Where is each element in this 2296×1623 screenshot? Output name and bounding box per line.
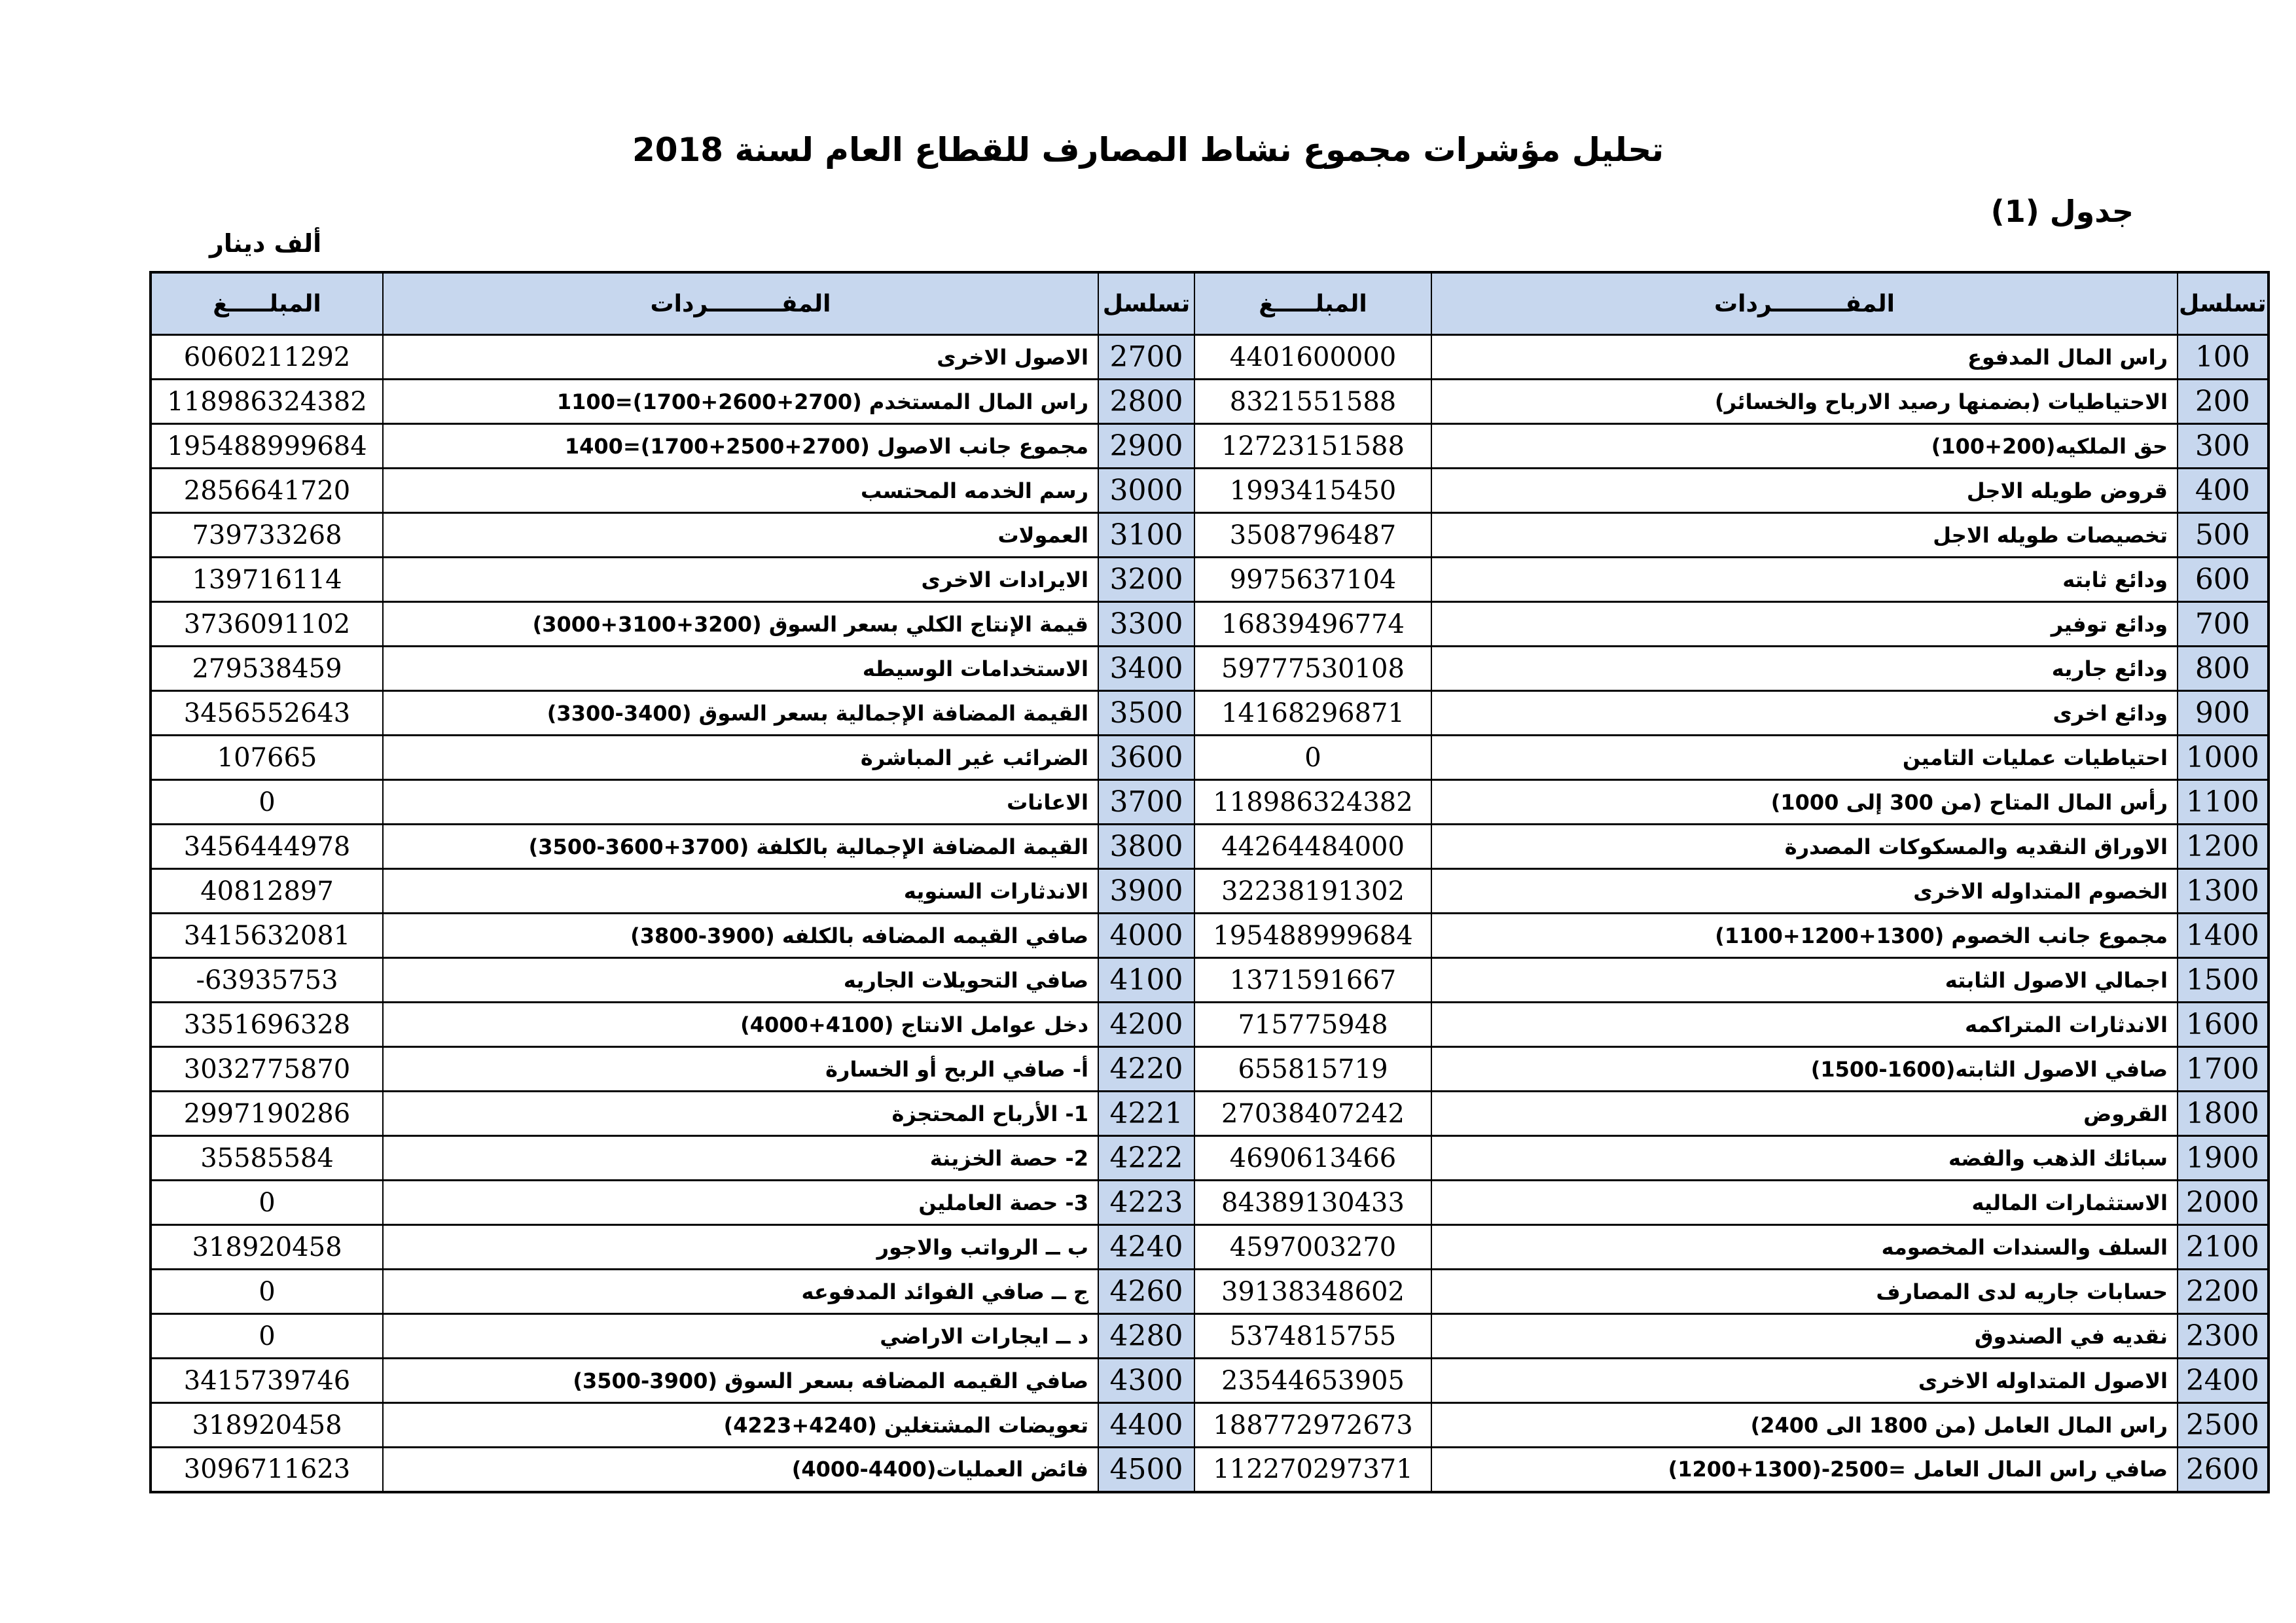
item-cell: صافي راس المال العامل =2500-(1300+1200) [1431, 1448, 2178, 1492]
item-cell: السلف والسندات المخصومه [1431, 1225, 2178, 1270]
amount-cell: 1371591667 [1194, 958, 1431, 1003]
item-cell: قيمة الإنتاج الكلي بسعر السوق (3200+3100+3000) [383, 602, 1098, 647]
item-cell: رسم الخدمه المحتسب [383, 469, 1098, 513]
item-cell: رأس المال المتاح (من 300 إلى 1000) [1431, 780, 2178, 825]
serial-cell: 4000 [1098, 914, 1194, 958]
item-cell: تعويضات المشتغلين (4240+4223) [383, 1403, 1098, 1448]
amount-cell: 107665 [151, 736, 383, 780]
header-items-left: المفـــــــــردات [383, 272, 1098, 335]
serial-cell: 300 [2178, 424, 2269, 469]
serial-cell: 3500 [1098, 691, 1194, 736]
item-cell: صافي التحويلات الجاريه [383, 958, 1098, 1003]
amount-cell: 39138348602 [1194, 1270, 1431, 1314]
serial-cell: 700 [2178, 602, 2269, 647]
amount-cell: 12723151588 [1194, 424, 1431, 469]
amount-cell: 27038407242 [1194, 1092, 1431, 1136]
unit-label: ألف دينار [209, 229, 322, 258]
item-cell: ب ــ الرواتب والاجور [383, 1225, 1098, 1270]
serial-cell: 4260 [1098, 1270, 1194, 1314]
item-cell: نقديه في الصندوق [1431, 1314, 2178, 1359]
amount-cell: 6060211292 [151, 335, 383, 380]
serial-cell: 4221 [1098, 1092, 1194, 1136]
serial-cell: 2500 [2178, 1403, 2269, 1448]
amount-cell: 0 [151, 1314, 383, 1359]
table-row [151, 380, 2269, 424]
serial-cell: 1100 [2178, 780, 2269, 825]
item-cell: الاصول الاخرى [383, 335, 1098, 380]
amount-cell: 0 [151, 780, 383, 825]
table-header [151, 272, 2269, 335]
amount-cell: 195488999684 [1194, 914, 1431, 958]
item-cell: تخصيصات طويله الاجل [1431, 513, 2178, 558]
amount-cell: 16839496774 [1194, 602, 1431, 647]
item-cell: اجمالي الاصول الثابته [1431, 958, 2178, 1003]
item-cell: أ- صافي الربح أو الخسارة [383, 1047, 1098, 1092]
serial-cell: 2700 [1098, 335, 1194, 380]
serial-cell: 4400 [1098, 1403, 1194, 1448]
serial-cell: 2600 [2178, 1448, 2269, 1492]
table-row [151, 1359, 2269, 1403]
serial-cell: 4223 [1098, 1181, 1194, 1225]
item-cell: الضرائب غير المباشرة [383, 736, 1098, 780]
serial-cell: 400 [2178, 469, 2269, 513]
item-cell: 3- حصة العاملين [383, 1181, 1098, 1225]
amount-cell: -63935753 [151, 958, 383, 1003]
amount-cell: 118986324382 [151, 380, 383, 424]
serial-cell: 600 [2178, 558, 2269, 602]
table-row [151, 825, 2269, 869]
serial-cell: 4100 [1098, 958, 1194, 1003]
item-cell: دخل عوامل الانتاج (4100+4000) [383, 1003, 1098, 1047]
amount-cell: 1993415450 [1194, 469, 1431, 513]
table-row [151, 914, 2269, 958]
item-cell: مجموع جانب الاصول (2700+2500+1700)=1400 [383, 424, 1098, 469]
banking-indicators-table [149, 271, 2270, 1493]
amount-cell: 3456552643 [151, 691, 383, 736]
table-row [151, 1047, 2269, 1092]
amount-cell: 188772972673 [1194, 1403, 1431, 1448]
header-amount-left: المبلـــــغ [151, 272, 383, 335]
serial-cell: 3300 [1098, 602, 1194, 647]
serial-cell: 2200 [2178, 1270, 2269, 1314]
serial-cell: 1300 [2178, 869, 2269, 914]
serial-cell: 2400 [2178, 1359, 2269, 1403]
table-row [151, 558, 2269, 602]
item-cell: مجموع جانب الخصوم (1300+1200+1100) [1431, 914, 2178, 958]
amount-cell: 139716114 [151, 558, 383, 602]
table-row [151, 1225, 2269, 1270]
table-row [151, 647, 2269, 691]
amount-cell: 118986324382 [1194, 780, 1431, 825]
amount-cell: 0 [151, 1181, 383, 1225]
amount-cell: 3096711623 [151, 1448, 383, 1492]
amount-cell: 0 [151, 1270, 383, 1314]
amount-cell: 318920458 [151, 1403, 383, 1448]
serial-cell: 2300 [2178, 1314, 2269, 1359]
serial-cell: 200 [2178, 380, 2269, 424]
serial-cell: 4240 [1098, 1225, 1194, 1270]
item-cell: صافي القيمه المضافه بسعر السوق (3900-3500) [383, 1359, 1098, 1403]
page-title: تحليل مؤشرات مجموع نشاط المصارف للقطاع العام لسنة 2018 [632, 131, 1664, 169]
header-serial-right: تسلسل [2178, 272, 2269, 335]
amount-cell: 3736091102 [151, 602, 383, 647]
item-cell: القيمة المضافة الإجمالية بسعر السوق (3400-3300) [383, 691, 1098, 736]
item-cell: الاوراق النقديه والمسكوكات المصدرة [1431, 825, 2178, 869]
table-row [151, 869, 2269, 914]
header-amount-right: المبلـــــغ [1194, 272, 1431, 335]
serial-cell: 1700 [2178, 1047, 2269, 1092]
amount-cell: 195488999684 [151, 424, 383, 469]
item-cell: ودائع ثابته [1431, 558, 2178, 602]
serial-cell: 3400 [1098, 647, 1194, 691]
table-row [151, 780, 2269, 825]
serial-cell: 1000 [2178, 736, 2269, 780]
item-cell: ودائع اخرى [1431, 691, 2178, 736]
table-row [151, 1003, 2269, 1047]
item-cell: ج ــ صافي الفوائد المدفوعه [383, 1270, 1098, 1314]
header-serial-left: تسلسل [1098, 272, 1194, 335]
amount-cell: 655815719 [1194, 1047, 1431, 1092]
serial-cell: 100 [2178, 335, 2269, 380]
table-row [151, 513, 2269, 558]
amount-cell: 59777530108 [1194, 647, 1431, 691]
amount-cell: 84389130433 [1194, 1181, 1431, 1225]
item-cell: الاندثارات السنويه [383, 869, 1098, 914]
item-cell: العمولات [383, 513, 1098, 558]
item-cell: راس المال المستخدم (2700+2600+1700)=1100 [383, 380, 1098, 424]
table-row [151, 1314, 2269, 1359]
item-cell: الاستخدامات الوسيطه [383, 647, 1098, 691]
item-cell: الاستثمارات الماليه [1431, 1181, 2178, 1225]
serial-cell: 800 [2178, 647, 2269, 691]
serial-cell: 1800 [2178, 1092, 2269, 1136]
serial-cell: 4220 [1098, 1047, 1194, 1092]
amount-cell: 14168296871 [1194, 691, 1431, 736]
table-row [151, 335, 2269, 380]
serial-cell: 3000 [1098, 469, 1194, 513]
item-cell: الاعانات [383, 780, 1098, 825]
item-cell: 1- الأرباح المحتجزة [383, 1092, 1098, 1136]
amount-cell: 739733268 [151, 513, 383, 558]
item-cell: الاحتياطيات (بضمنها رصيد الارباح والخسائر) [1431, 380, 2178, 424]
table-row [151, 1448, 2269, 1492]
serial-cell: 500 [2178, 513, 2269, 558]
item-cell: راس المال المدفوع [1431, 335, 2178, 380]
amount-cell: 279538459 [151, 647, 383, 691]
serial-cell: 2000 [2178, 1181, 2269, 1225]
table-row [151, 1403, 2269, 1448]
serial-cell: 4222 [1098, 1136, 1194, 1181]
item-cell: سبائك الذهب والفضه [1431, 1136, 2178, 1181]
table-caption-label: جدول (1) [1990, 194, 2134, 229]
item-cell: حسابات جاريه لدى المصارف [1431, 1270, 2178, 1314]
amount-cell: 3032775870 [151, 1047, 383, 1092]
serial-cell: 2800 [1098, 380, 1194, 424]
table-row [151, 1136, 2269, 1181]
table-body [151, 335, 2269, 1492]
amount-cell: 5374815755 [1194, 1314, 1431, 1359]
amount-cell: 8321551588 [1194, 380, 1431, 424]
amount-cell: 23544653905 [1194, 1359, 1431, 1403]
item-cell: الاصول المتداوله الاخرى [1431, 1359, 2178, 1403]
amount-cell: 4401600000 [1194, 335, 1431, 380]
serial-cell: 900 [2178, 691, 2269, 736]
table-row [151, 1270, 2269, 1314]
serial-cell: 3200 [1098, 558, 1194, 602]
item-cell: القيمة المضافة الإجمالية بالكلفة (3700+3600-3500) [383, 825, 1098, 869]
amount-cell: 112270297371 [1194, 1448, 1431, 1492]
amount-cell: 2856641720 [151, 469, 383, 513]
amount-cell: 3508796487 [1194, 513, 1431, 558]
serial-cell: 1600 [2178, 1003, 2269, 1047]
item-cell: قروض طويله الاجل [1431, 469, 2178, 513]
serial-cell: 4500 [1098, 1448, 1194, 1492]
header-row [151, 272, 2269, 335]
table-row [151, 1181, 2269, 1225]
serial-cell: 4280 [1098, 1314, 1194, 1359]
item-cell: صافي الاصول الثابته(1600-1500) [1431, 1047, 2178, 1092]
serial-cell: 1900 [2178, 1136, 2269, 1181]
serial-cell: 3800 [1098, 825, 1194, 869]
serial-cell: 3600 [1098, 736, 1194, 780]
serial-cell: 2100 [2178, 1225, 2269, 1270]
item-cell: الخصوم المتداوله الاخرى [1431, 869, 2178, 914]
item-cell: حق الملكيه(200+100) [1431, 424, 2178, 469]
table-row [151, 691, 2269, 736]
header-items-right: المفـــــــــردات [1431, 272, 2178, 335]
serial-cell: 3100 [1098, 513, 1194, 558]
item-cell: ودائع جاريه [1431, 647, 2178, 691]
serial-cell: 4200 [1098, 1003, 1194, 1047]
table-row [151, 602, 2269, 647]
amount-cell: 3415739746 [151, 1359, 383, 1403]
serial-cell: 1500 [2178, 958, 2269, 1003]
serial-cell: 4300 [1098, 1359, 1194, 1403]
amount-cell: 35585584 [151, 1136, 383, 1181]
amount-cell: 0 [1194, 736, 1431, 780]
item-cell: فائض العمليات(4400-4000) [383, 1448, 1098, 1492]
amount-cell: 3351696328 [151, 1003, 383, 1047]
serial-cell: 3900 [1098, 869, 1194, 914]
amount-cell: 318920458 [151, 1225, 383, 1270]
table-row [151, 424, 2269, 469]
amount-cell: 9975637104 [1194, 558, 1431, 602]
table-row [151, 469, 2269, 513]
serial-cell: 1400 [2178, 914, 2269, 958]
item-cell: الايرادات الاخرى [383, 558, 1098, 602]
amount-cell: 4690613466 [1194, 1136, 1431, 1181]
serial-cell: 1200 [2178, 825, 2269, 869]
serial-cell: 2900 [1098, 424, 1194, 469]
table-row [151, 736, 2269, 780]
amount-cell: 2997190286 [151, 1092, 383, 1136]
item-cell: د ــ ايجارات الاراضي [383, 1314, 1098, 1359]
amount-cell: 32238191302 [1194, 869, 1431, 914]
amount-cell: 44264484000 [1194, 825, 1431, 869]
amount-cell: 715775948 [1194, 1003, 1431, 1047]
amount-cell: 3456444978 [151, 825, 383, 869]
amount-cell: 3415632081 [151, 914, 383, 958]
item-cell: صافي القيمه المضافه بالكلفه (3900-3800) [383, 914, 1098, 958]
table-row [151, 1092, 2269, 1136]
serial-cell: 3700 [1098, 780, 1194, 825]
item-cell: الاندثارات المتراكمه [1431, 1003, 2178, 1047]
item-cell: 2- حصة الخزينة [383, 1136, 1098, 1181]
item-cell: ودائع توفير [1431, 602, 2178, 647]
table-row [151, 958, 2269, 1003]
amount-cell: 40812897 [151, 869, 383, 914]
item-cell: احتياطيات عمليات التامين [1431, 736, 2178, 780]
amount-cell: 4597003270 [1194, 1225, 1431, 1270]
item-cell: راس المال العامل (من 1800 الى 2400) [1431, 1403, 2178, 1448]
item-cell: القروض [1431, 1092, 2178, 1136]
